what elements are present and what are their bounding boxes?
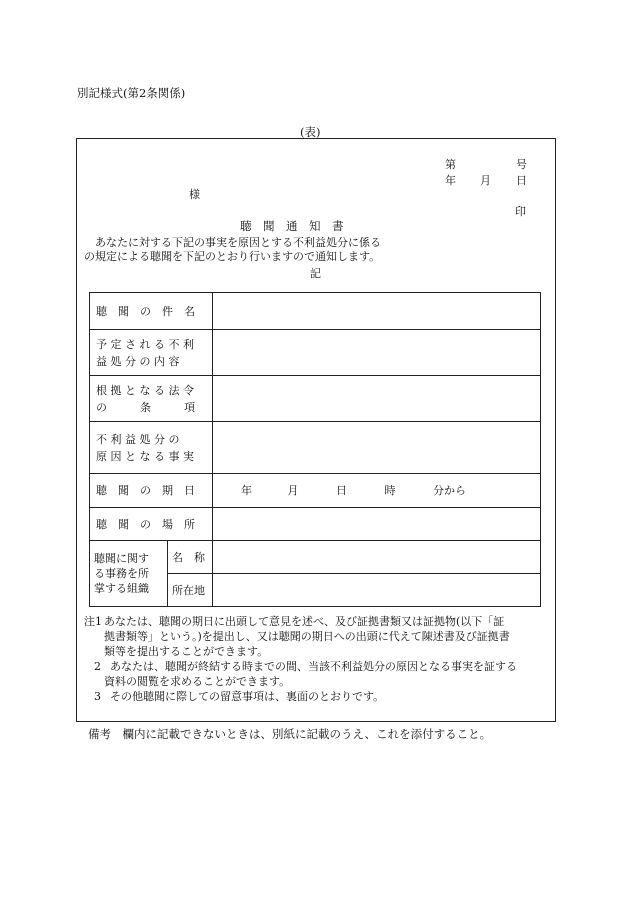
value-cell [213, 293, 541, 330]
table-row [90, 376, 541, 422]
row-label: 根 拠 と な る 法 令 の 条 項 [90, 376, 213, 422]
ki-mark: 記 [310, 267, 321, 280]
number-prefix: 第 [445, 158, 456, 171]
body-line-1: あなたに対する下記の事実を原因とする不利益処分に係る [95, 236, 381, 249]
seal-mark: 印 [515, 205, 526, 218]
value-cell [213, 376, 541, 422]
table-row [90, 541, 541, 574]
note-1: 注1 あなたは、聴聞の期日に出頭して意見を述べ、及び証拠書類又は証拠物(以下「証 拠書類等」という。)を提出し、又は聴聞の期日への出頭に代えて陳述書及び証拠書 類等を提出することができます。 [84, 615, 510, 658]
value-cell [213, 508, 541, 541]
org-address-label: 所在地 [168, 574, 213, 607]
table-row [90, 293, 541, 330]
side-label: (表) [300, 125, 321, 139]
note-2: 2 あなたは、聴聞が終結する時までの間、当該不利益処分の原因となる事実を証する 資料の閲覧を求めることができます。 [94, 660, 517, 688]
row-label: 予 定 さ れ る 不 利 益 処 分 の 内 容 [90, 330, 213, 376]
date-day: 日 [516, 174, 527, 187]
value-cell [213, 330, 541, 376]
org-address-value [213, 574, 541, 607]
row-label: 聴 聞 の 期 日 [90, 474, 213, 508]
table-row [90, 508, 541, 541]
addressee-honorific: 様 [189, 188, 200, 201]
org-name-label: 名 称 [168, 541, 213, 574]
org-name-value [213, 541, 541, 574]
org-label: 聴聞に関す る事務を所 掌する組織 [90, 541, 168, 607]
table-row [90, 422, 541, 474]
date-year: 年 [445, 174, 456, 187]
date-value-cell: 年 月 日 時 分から [213, 474, 541, 508]
document-title: 聴 聞 通 知 書 [240, 219, 344, 233]
notes [84, 614, 550, 704]
note-3: 3 その他聴聞に際しての留意事項は、裏面のとおりです。 [94, 690, 385, 703]
table-row [90, 474, 541, 508]
remark: 備考 欄内に記載できないときは、別紙に記載のうえ、これを添付すること。 [88, 727, 492, 741]
number-suffix: 号 [516, 158, 527, 171]
table-row [90, 330, 541, 376]
row-label: 不 利 益 処 分 の 原 因 と な る 事 実 [90, 422, 213, 474]
body-line-2: の規定による聴聞を下記のとおり行いますので通知します。 [84, 250, 381, 263]
value-cell [213, 422, 541, 474]
form-label: 別記様式(第2条関係) [77, 86, 186, 100]
hearing-table [89, 292, 541, 607]
row-label: 聴 聞 の 件 名 [90, 293, 213, 330]
date-month: 月 [480, 174, 491, 187]
row-label: 聴 聞 の 場 所 [90, 508, 213, 541]
